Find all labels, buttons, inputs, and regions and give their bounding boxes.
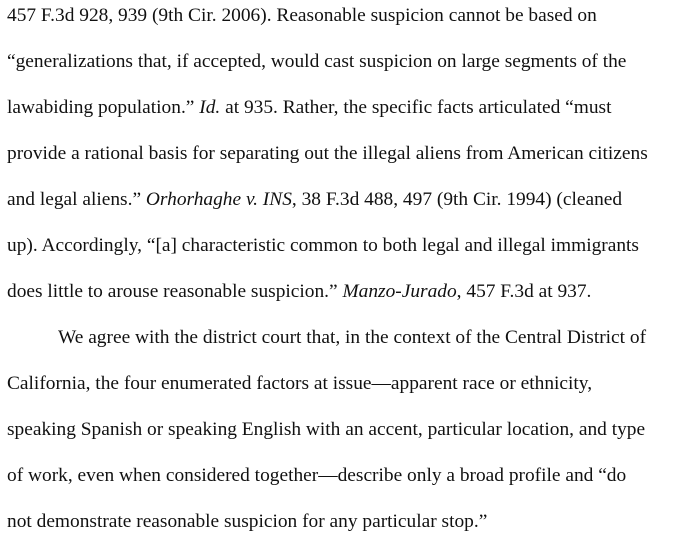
line-text: at 935. Rather, the specific facts articulated “must [220, 97, 612, 118]
case-citation: Id. [199, 97, 221, 118]
case-citation: Manzo-Jurado [342, 281, 457, 302]
case-citation: Orhorhaghe v. INS [145, 189, 292, 210]
paragraph-2-line-2: California, the four enumerated factors at issue—apparent race or ethnicity, [7, 373, 593, 394]
paragraph-1-line-6: up). Accordingly, “[a] characteristic common to both legal and illegal immigrants [7, 235, 639, 256]
paragraph-1-line-7 [7, 280, 591, 304]
line-text: , 38 F.3d 488, 497 (9th Cir. 1994) (cleaned [291, 189, 623, 210]
paragraph-1-line-1: 457 F.3d 928, 939 (9th Cir. 2006). Reasonable suspicion cannot be based on [7, 5, 597, 26]
paragraph-1-line-3 [7, 96, 611, 120]
paragraph-1-line-5 [7, 188, 622, 212]
line-text: , 457 F.3d at 937. [456, 281, 592, 302]
paragraph-1-line-4: provide a rational basis for separating out the illegal aliens from American citizens [7, 143, 648, 164]
paragraph-2-line-5: not demonstrate reasonable suspicion for any particular stop.” [7, 511, 488, 532]
line-text: and legal aliens.” [7, 189, 146, 210]
line-text: does little to arouse reasonable suspicion.” [7, 281, 343, 302]
paragraph-1-line-2: “generalizations that, if accepted, would cast suspicion on large segments of the [7, 51, 627, 72]
paragraph-2-line-1: We agree with the district court that, in the context of the Central District of [58, 327, 647, 348]
line-text: lawabiding population.” [7, 97, 200, 118]
paragraph-2-line-3: speaking Spanish or speaking English with an accent, particular location, and type [7, 419, 646, 440]
paragraph-2-line-4: of work, even when considered together—describe only a broad profile and “do [7, 465, 627, 486]
